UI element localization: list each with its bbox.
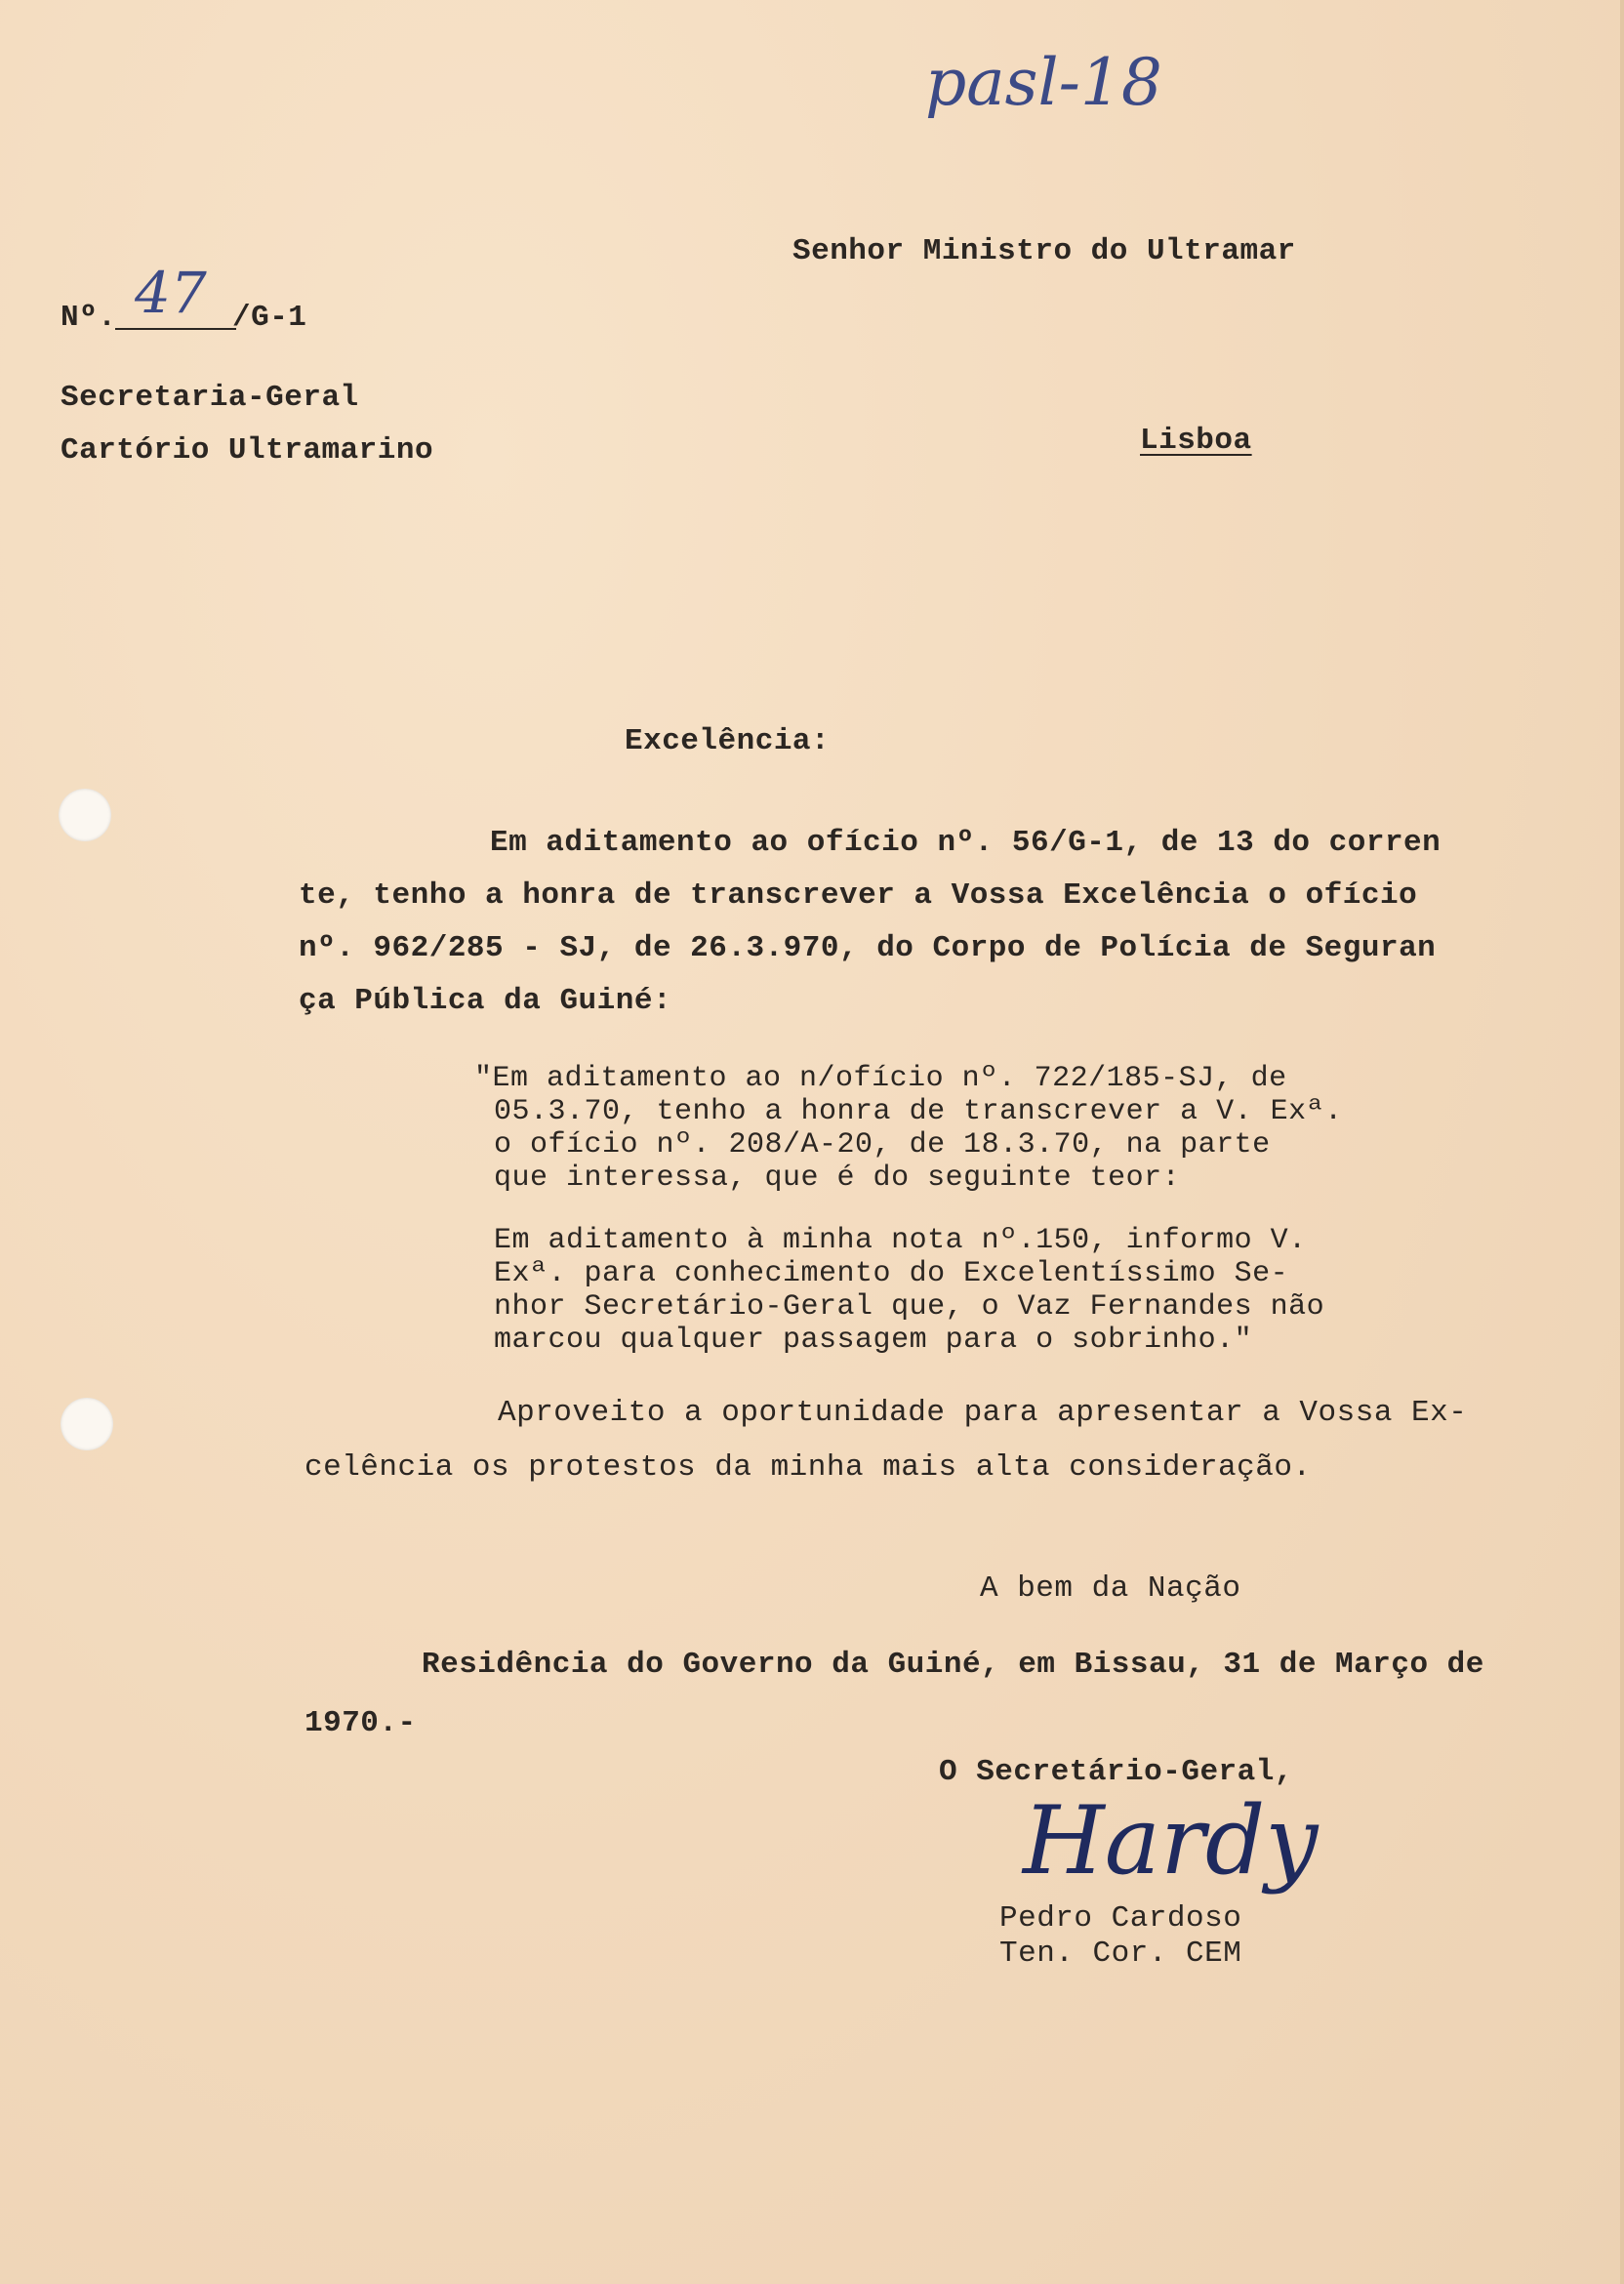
closing-line-2: celência os protestos da minha mais alta consideração. [304, 1450, 1312, 1485]
ref-prefix: Nº. [61, 301, 117, 335]
ref-suffix: /G-1 [232, 301, 307, 335]
punch-hole-bottom [61, 1398, 113, 1450]
sender-line-1: Secretaria-Geral [61, 381, 359, 415]
quote-line-8: marcou qualquer passagem para o sobrinho." [494, 1324, 1253, 1357]
quote-line-3: o ofício nº. 208/A-20, de 18.3.70, na parte [494, 1128, 1271, 1162]
signature: Hardy [1023, 1786, 1319, 1896]
ref-number-handwritten: 47 [135, 260, 207, 326]
quote-line-5: Em aditamento à minha nota nº.150, informo V. [494, 1224, 1307, 1257]
quote-line-1: "Em aditamento ao n/ofício nº. 722/185-SJ, de [474, 1062, 1287, 1095]
place-date-line-1: Residência do Governo da Guiné, em Bissau, 31 de Março de [422, 1648, 1484, 1682]
valediction: A bem da Nação [980, 1571, 1241, 1606]
quote-line-6: Exª. para conhecimento do Excelentíssimo Se- [494, 1257, 1289, 1290]
punch-hole-top [59, 789, 111, 841]
city: Lisboa [1140, 424, 1252, 458]
closing-line-1: Aproveito a oportunidade para apresentar a Vossa Ex- [498, 1396, 1468, 1430]
reference-number [61, 260, 307, 335]
signatory-rank: Ten. Cor. CEM [999, 1937, 1242, 1971]
ref-number-field [115, 328, 236, 330]
sender-line-2: Cartório Ultramarino [61, 433, 434, 468]
quote-line-7: nhor Secretário-Geral que, o Vaz Fernandes não [494, 1290, 1325, 1324]
handwritten-annotation: pasl-18 [925, 45, 1162, 120]
page-edge [1620, 0, 1624, 2284]
quote-line-2: 05.3.70, tenho a honra de transcrever a V. Exª. [494, 1095, 1343, 1128]
body-line-4: ça Pública da Guiné: [299, 984, 672, 1018]
salutation: Excelência: [625, 724, 831, 758]
body-line-3: nº. 962/285 - SJ, de 26.3.970, do Corpo de Polícia de Seguran [299, 931, 1437, 965]
addressee: Senhor Ministro do Ultramar [792, 234, 1296, 268]
body-line-1: Em aditamento ao ofício nº. 56/G-1, de 13 do corren [490, 826, 1441, 860]
signatory-title: O Secretário-Geral, [939, 1755, 1293, 1789]
body-line-2: te, tenho a honra de transcrever a Vossa Excelência o ofício [299, 878, 1418, 913]
place-date-line-2: 1970.- [304, 1706, 417, 1740]
quote-line-4: que interessa, que é do seguinte teor: [494, 1162, 1181, 1195]
signatory-name: Pedro Cardoso [999, 1901, 1242, 1936]
